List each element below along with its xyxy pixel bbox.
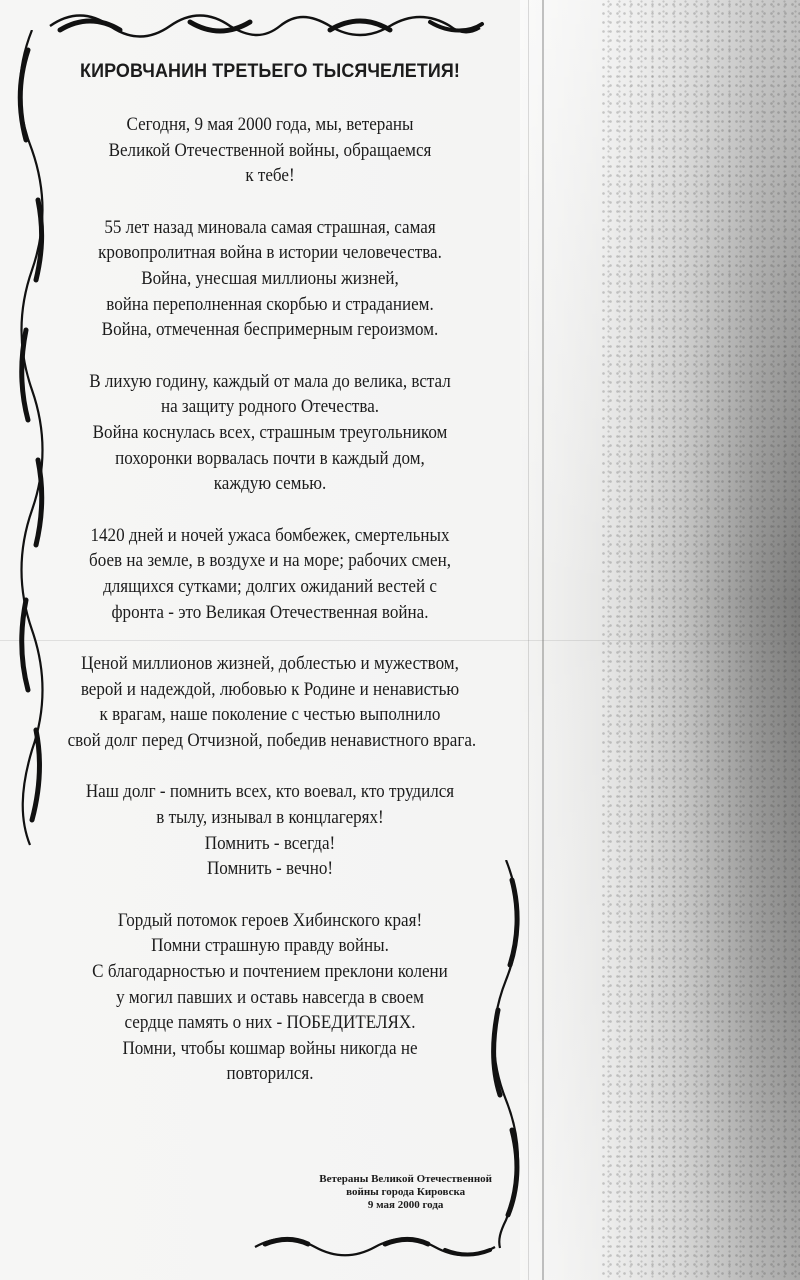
signature-line: Ветераны Великой Отечественной [319, 1173, 492, 1185]
text-line: Война, унесшая миллионы жизней, [141, 267, 399, 289]
top-flourish-ornament [30, 8, 490, 44]
document-title: КИРОВЧАНИН ТРЕТЬЕГО ТЫСЯЧЕЛЕТИЯ! [80, 60, 460, 82]
paragraph-war-years [40, 215, 500, 343]
text-line: в тылу, изнывал в концлагерях! [156, 807, 384, 829]
text-line: свой долг перед Отчизной, победив ненавистного врага. [67, 729, 477, 751]
text-line: к врагам, наше поколение с честью выполнило [99, 704, 441, 726]
text-line: Помнить - вечно! [206, 858, 334, 880]
text-line: Великой Отечественной войны, обращаемся [108, 139, 432, 161]
text-line: Гордый потомок героев Хибинского края! [117, 909, 423, 931]
text-line: кровопролитная война в истории человечества. [98, 242, 442, 264]
signature-line: войны города Кировска [346, 1186, 466, 1198]
text-line: на защиту родного Отечества. [160, 396, 380, 418]
text-line: Помни, чтобы кошмар войны никогда не [122, 1037, 418, 1059]
text-line: длящихся сутками; долгих ожиданий вестей с [103, 575, 437, 597]
paragraph-victory [40, 651, 500, 753]
text-line: война переполненная скорбью и страданием. [106, 293, 434, 315]
text-line: сердце память о них - ПОБЕДИТЕЛЯХ. [124, 1012, 416, 1034]
text-line: Ценой миллионов жизней, доблестью и мужеством, [81, 653, 459, 675]
text-line: Помни страшную правду войны. [151, 935, 389, 957]
text-line: каждую семью. [213, 473, 327, 495]
text-line: Наш долг - помнить всех, кто воевал, кто трудился [85, 781, 455, 803]
signature-date: 9 мая 2000 года [367, 1199, 444, 1211]
letter-body [40, 58, 500, 1113]
paragraph-appeal [40, 908, 500, 1087]
text-line: Война, отмеченная беспримерным героизмом. [101, 319, 439, 341]
text-line: у могил павших и оставь навсегда в своем [116, 986, 424, 1008]
text-line: верой и надеждой, любовью к Родине и ненавистью [80, 678, 460, 700]
text-line: боев на земле, в воздухе и на море; рабочих смен, [89, 550, 451, 572]
text-line: В лихую годину, каждый от мала до велика, встал [89, 370, 451, 392]
text-line: похоронки ворвалась почти в каждый дом, [115, 447, 425, 469]
paragraph-greeting [40, 112, 500, 189]
text-line: Помнить - всегда! [204, 832, 336, 854]
text-line: Война коснулась всех, страшным треугольником [92, 421, 448, 443]
bottom-flourish-ornament [250, 1232, 500, 1262]
text-line: Сегодня, 9 мая 2000 года, мы, ветераны [126, 114, 414, 135]
paragraph-remember [40, 779, 500, 881]
text-line: 55 лет назад миновала самая страшная, самая [104, 216, 436, 238]
paragraph-defense [40, 369, 500, 497]
signature-block [232, 1173, 492, 1212]
paragraph-1420-days [40, 523, 500, 625]
text-line: фронта - это Великая Отечественная война. [111, 601, 429, 623]
text-line: 1420 дней и ночей ужаса бомбежек, смертельных [90, 524, 450, 546]
text-line: С благодарностью и почтением преклони колени [92, 961, 448, 983]
text-line: к тебе! [245, 165, 295, 187]
text-line: повторился. [226, 1063, 314, 1085]
